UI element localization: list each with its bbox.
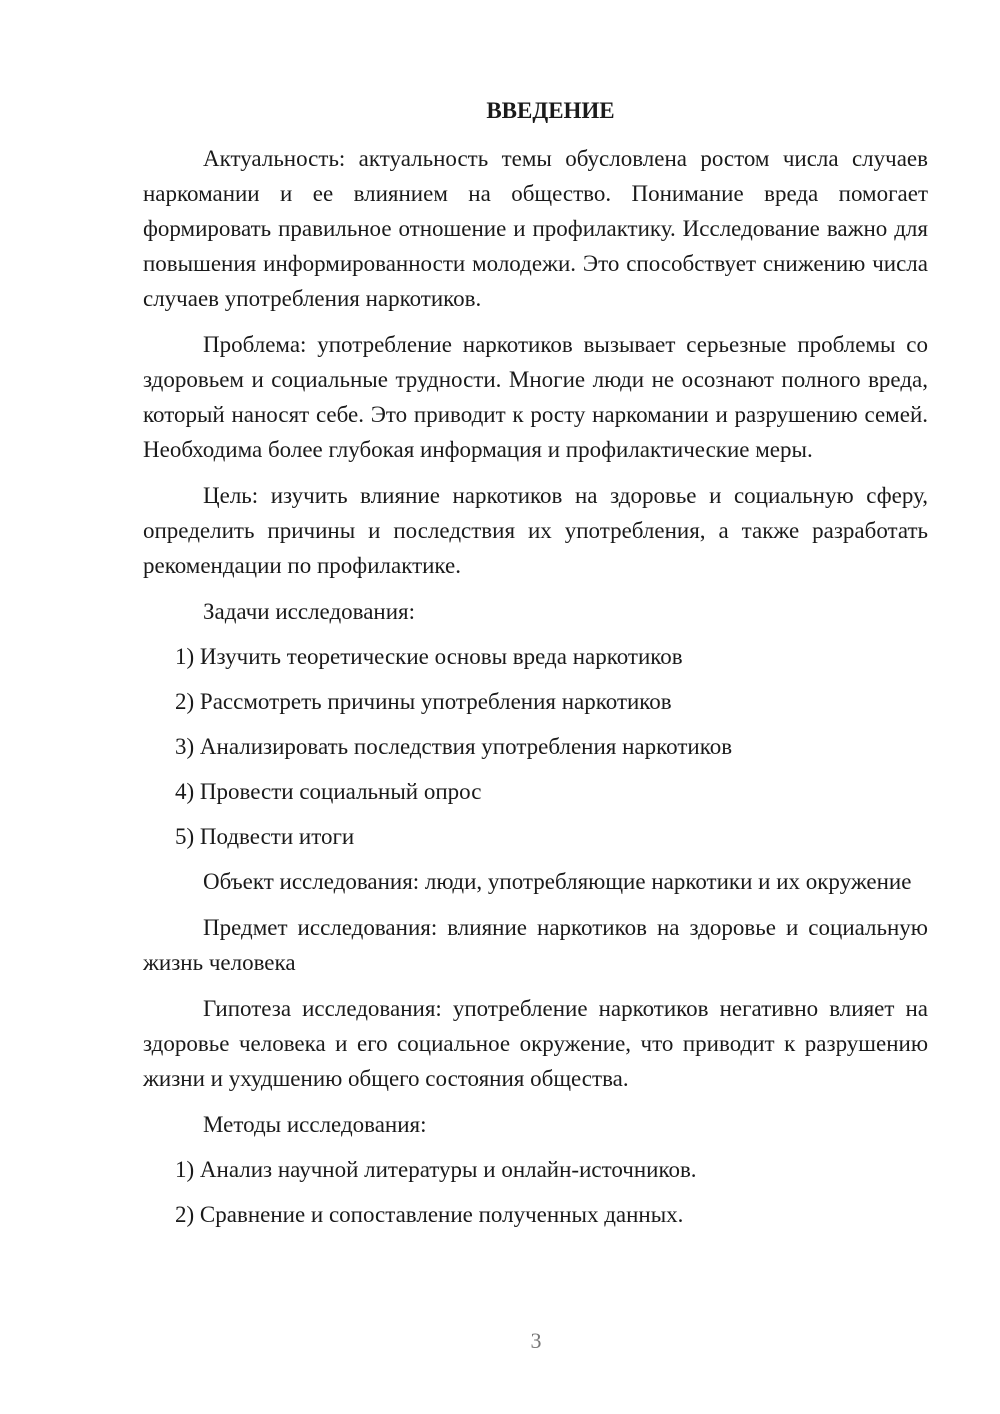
- list-item: 3) Анализировать последствия употребления наркотиков: [175, 734, 733, 759]
- page-content: [143, 93, 928, 1242]
- list-item: 5) Подвести итоги: [175, 824, 355, 849]
- list-item: 2) Рассмотреть причины употребления наркотиков: [175, 689, 672, 714]
- paragraph-subject: Предмет исследования: влияние наркотиков на здоровье и социальную жизнь человека: [143, 915, 928, 975]
- paragraph-object: Объект исследования: люди, употребляющие наркотики и их окружение: [203, 869, 912, 894]
- paragraph-relevance: Актуальность: актуальность темы обусловлена ростом числа случаев наркомании и ее влиянием на общество. Понимание вреда помогает формировать правильное отношение и профилактику. Исследование важно для повышения информированности молодежи. Это способствует снижению числа случаев употребления наркотиков.: [143, 146, 928, 311]
- list-item: 1) Анализ научной литературы и онлайн-источников.: [175, 1157, 697, 1182]
- page-number: 3: [530, 1328, 542, 1353]
- list-item: 1) Изучить теоретические основы вреда наркотиков: [175, 644, 683, 669]
- paragraph-problem: Проблема: употребление наркотиков вызывает серьезные проблемы со здоровьем и социальные трудности. Многие люди не осознают полного вреда, который наносят себе. Это приводит к росту наркомании и разрушению семей. Необходима более глубокая информация и профилактические меры.: [143, 332, 928, 462]
- list-item: 4) Провести социальный опрос: [175, 779, 482, 804]
- list-item: 2) Сравнение и сопоставление полученных данных.: [175, 1202, 684, 1227]
- paragraph-hypothesis: Гипотеза исследования: употребление наркотиков негативно влияет на здоровье человека и его социальное окружение, что приводит к разрушению жизни и ухудшению общего состояния общества.: [143, 996, 928, 1091]
- tasks-heading: Задачи исследования:: [203, 599, 416, 624]
- tasks-list: [143, 639, 928, 854]
- methods-heading: Методы исследования:: [203, 1112, 427, 1137]
- methods-list: [143, 1152, 928, 1232]
- paragraph-goal: Цель: изучить влияние наркотиков на здоровье и социальную сферу, определить причины и последствия их употребления, а также разработать рекомендации по профилактике.: [143, 483, 928, 578]
- section-title: ВВЕДЕНИЕ: [486, 98, 615, 123]
